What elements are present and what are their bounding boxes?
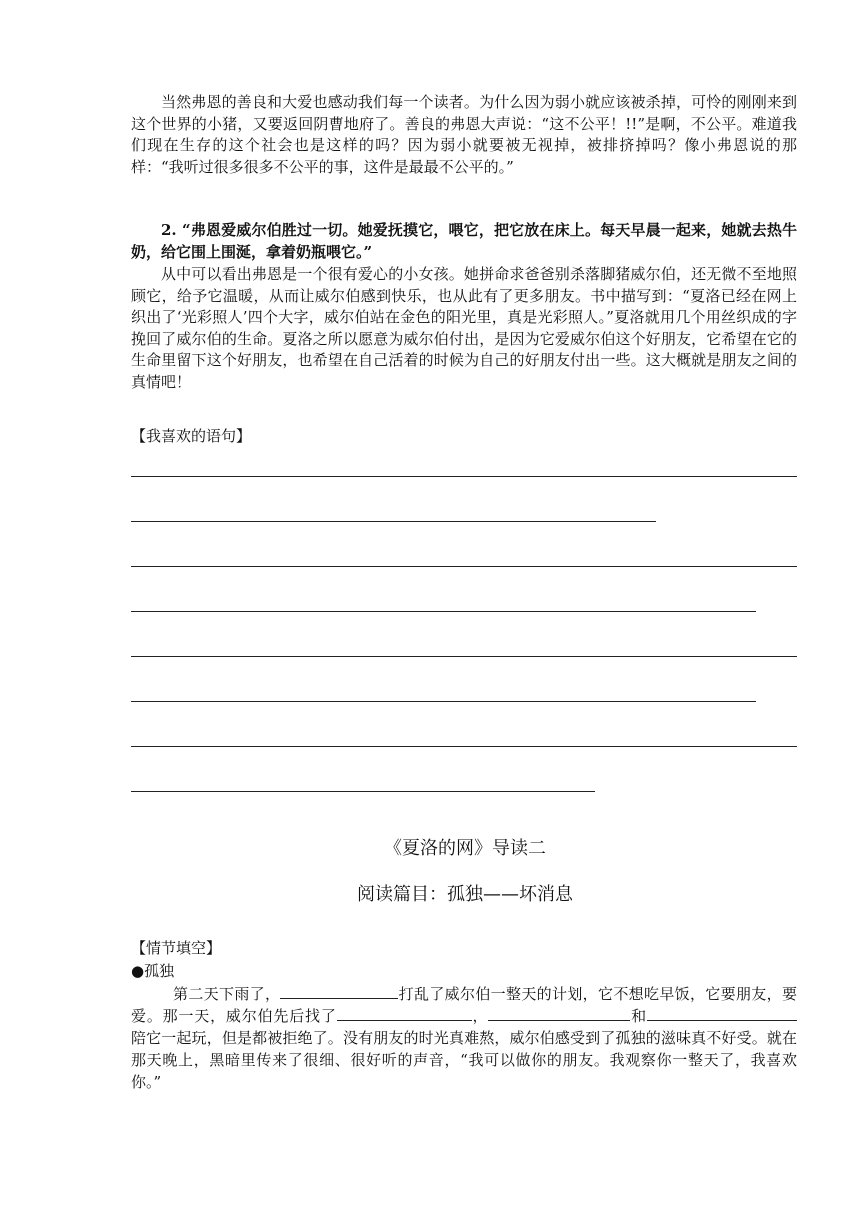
writing-line[interactable] [131,566,797,567]
fill-text-4: 和 [630,1007,647,1025]
plot-fill-label: 【情节填空】 [131,939,222,957]
fill-blank-2[interactable] [337,1005,472,1021]
reading-subtitle: 阅读篇目：孤独——坏消息 [357,884,573,905]
writing-line[interactable] [131,791,595,792]
writing-line[interactable] [131,701,756,702]
paragraph-friendship: 从中可以看出弗恩是一个很有爱心的小女孩。她拼命求爸爸别杀落脚猪威尔伯，还无微不至地照顾它，给予它温暖，从而让威尔伯感到快乐，也从此有了更多朋友。书中描写到：“夏洛已经在网上织出了‘光彩照人’四个大字，威尔伯站在金色的阳光里，真是光彩照人。”夏洛就用几个用丝织成的字挽回了威尔伯的生命。夏洛之所以愿意为威尔伯付出，是因为它爱威尔伯这个好朋友，它希望在它的生命里留下这个好朋友，也希望在自己活着的时候为自己的好朋友付出一些。这大概就是朋友之间的真情吧！ [131,265,797,391]
bullet-loneliness: ●孤独 [131,962,175,980]
fill-blank-4[interactable] [647,1005,797,1021]
guide-title: 《夏洛的网》导读二 [384,838,546,859]
fill-text-3: ， [471,1007,489,1025]
writing-line[interactable] [131,611,756,612]
writing-line[interactable] [131,656,797,657]
fill-blank-3[interactable] [488,1005,630,1021]
favorite-sentences-label: 【我喜欢的语句】 [131,427,252,445]
writing-line[interactable] [131,521,656,522]
quote-2: 2. “弗恩爱威尔伯胜过一切。她爱抚摸它，喂它，把它放在床上。每天早晨一起来，她就去热牛奶，给它围上围涎，拿着奶瓶喂它。” [131,221,797,261]
paragraph-fairness: 当然弗恩的善良和大爱也感动我们每一个读者。为什么因为弱小就应该被杀掉，可怜的刚刚来到这个世界的小猪，又要返回阴曹地府了。善良的弗恩大声说：“这不公平！!!”是啊，不公平。难道我们现在生存的这个社会也是这样的吗？因为弱小就要被无视掉，被排挤掉吗？像小弗恩说的那样：“我听过很多很多不公平的事，这件是最最不公平的。” [131,93,797,176]
fill-blank-1[interactable] [280,983,398,999]
writing-line[interactable] [131,746,797,747]
fill-text-2: 打乱了威尔伯一整天的计划，它不想吃早饭，它要朋友，要爱。那一天，威尔伯先后找了 [131,985,797,1025]
fill-text-1: 第二天下雨了， [173,985,281,1003]
writing-line[interactable] [131,476,797,477]
fill-text-5: 陪它一起玩，但是都被拒绝了。没有朋友的时光真难熬，威尔伯感受到了孤独的滋味真不好受。就在那天晚上，黑暗里传来了很细、很好听的声音，“我可以做你的朋友。我观察你一整天了，我喜欢你。” [131,1029,797,1091]
fill-in-paragraph [131,983,797,1093]
